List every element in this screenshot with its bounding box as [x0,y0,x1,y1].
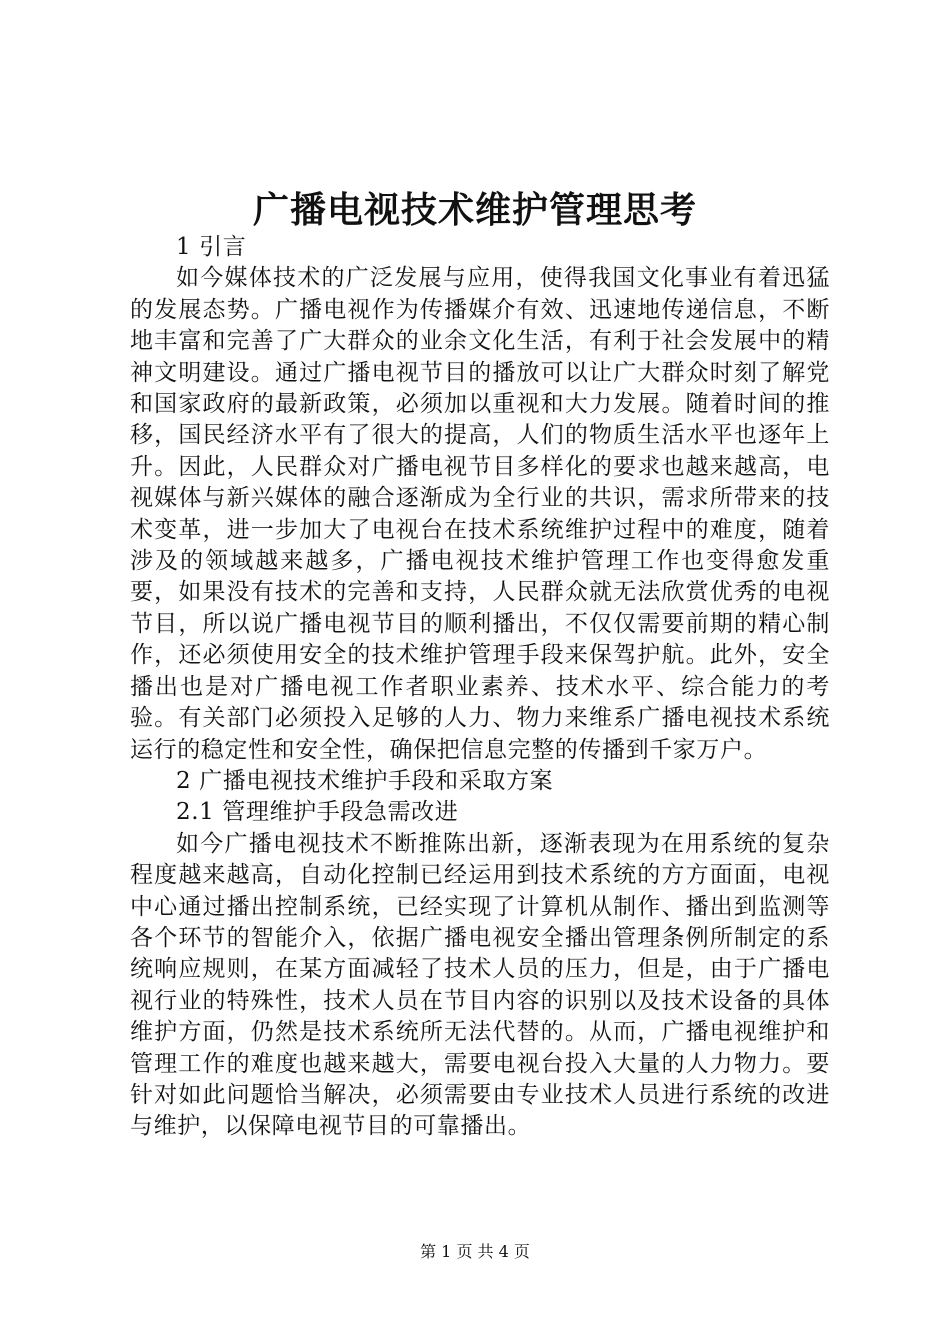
section-heading-2-1: 2.1 管理维护手段急需改进 [176,799,459,826]
paragraph-intro: 如今媒体技术的广泛发展与应用，使得我国文化事业有着迅猛的发展态势。广播电视作为传播媒介有效、迅速地传递信息，不断地丰富和完善了广大群众的业余文化生活，有利于社会发展中的精神文明建设。通过广播电视节目的播放可以让广大群众时刻了解党和国家政府的最新政策，必须加以重视和大力发展。随着时间的推移，国民经济水平有了很大的提高，人们的物质生活水平也逐年上升。因此，人民群众对广播电视节目多样化的要求也越来越高，电视媒体与新兴媒体的融合逐渐成为全行业的共识，需求所带来的技术变革，进一步加大了电视台在技术系统维护过程中的难度，随着涉及的领域越来越多，广播电视技术维护管理工作也变得愈发重要，如果没有技术的完善和支持，人民群众就无法欣赏优秀的电视节目，所以说广播电视节目的顺利播出，不仅仅需要前期的精心制作，还必须使用安全的技术维护管理手段来保驾护航。此外，安全播出也是对广播电视工作者职业素养、技术水平、综合能力的考验。有关部门必须投入足够的人力、物力来维系广播电视技术系统运行的稳定性和安全性，确保把信息完整的传播到千家万户。 [130,265,830,763]
section-heading-intro: 1 引言 [176,234,247,260]
page-footer: 第 1 页 共 4 页 [420,1242,530,1261]
document-body [130,232,830,1143]
document-title: 广播电视技术维护管理思考 [252,189,697,231]
section-heading-2: 2 广播电视技术维护手段和采取方案 [176,767,554,794]
paragraph-2-1: 如今广播电视技术不断推陈出新，逐渐表现为在用系统的复杂程度越来越高，自动化控制已经运用到技术系统的方方面面，电视中心通过播出控制系统，已经实现了计算机从制作、播出到监测等各个环节的智能介入，依据广播电视安全播出管理条例所制定的系统响应规则，在某方面减轻了技术人员的压力，但是，由于广播电视行业的特殊性，技术人员在节目内容的识别以及技术设备的具体维护方面，仍然是技术系统所无法代替的。从而，广播电视维护和管理工作的难度也越来越大，需要电视台投入大量的人力物力。要针对如此问题恰当解决，必须需要由专业技术人员进行系统的改进与维护，以保障电视节目的可靠播出。 [130,830,830,1140]
